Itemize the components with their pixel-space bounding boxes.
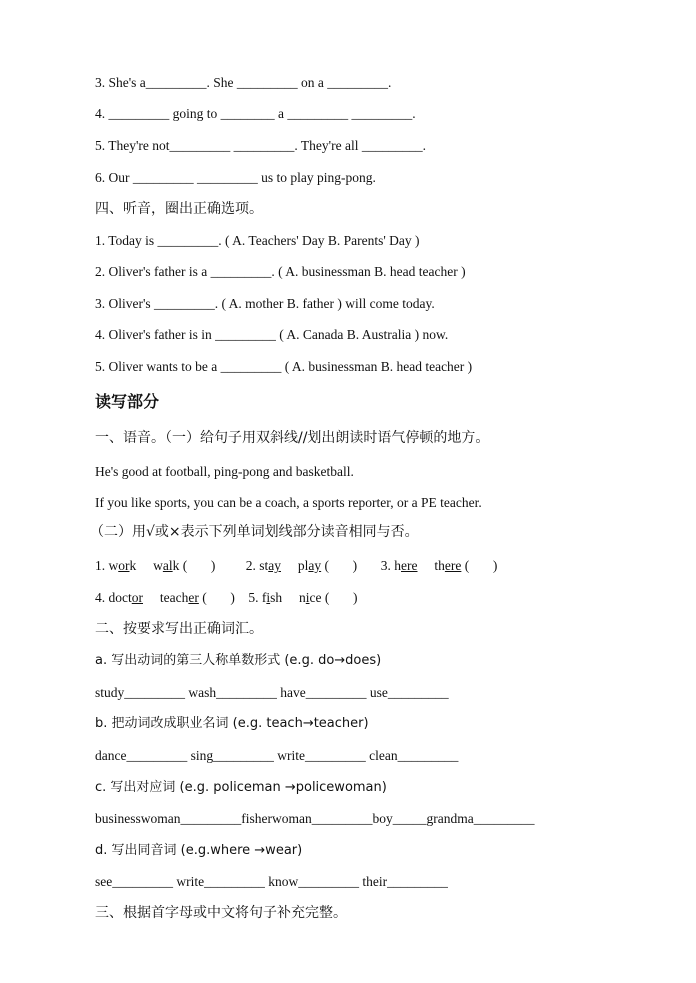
underlined-letters: er — [188, 590, 199, 605]
underlined-letters: al — [162, 558, 173, 573]
phonics-text: th — [417, 558, 445, 573]
phonics-text: k w — [129, 558, 163, 573]
underlined-letters: ere — [401, 558, 418, 573]
text-line: d. 写出同音词 (e.g.where →wear) — [95, 843, 303, 858]
underlined-letters: or — [118, 558, 130, 573]
text-line: 4. Oliver's father is in _________ ( A. Canada B. Australia ) now. — [95, 327, 449, 342]
text-line: businesswoman_________fisherwoman_________boy_____grandma_________ — [95, 811, 535, 826]
underlined-letters: ay — [308, 558, 322, 573]
text-line: study_________ wash_________ have_________ use_________ — [95, 685, 449, 700]
text-line: 1. Today is _________. ( A. Teachers' Day B. Parents' Day ) — [95, 233, 420, 248]
underlined-letters: ere — [444, 558, 462, 573]
phonics-question-row — [95, 591, 358, 605]
text-line: 6. Our _________ _________ us to play ping-pong. — [95, 170, 376, 185]
text-line: a. 写出动词的第三人称单数形式 (e.g. do→does) — [95, 653, 382, 668]
text-line: b. 把动词改成职业名词 (e.g. teach→teacher) — [95, 716, 369, 731]
text-line: dance_________ sing_________ write_________ clean_________ — [95, 748, 459, 763]
phonics-text: ( ) 3. h — [321, 558, 402, 573]
text-line: see_________ write_________ know_________ their_________ — [95, 874, 448, 889]
text-line: 3. She's a_________. She _________ on a _________. — [95, 75, 392, 90]
text-line: 4. _________ going to ________ a _________ _________. — [95, 106, 416, 121]
text-line: 3. Oliver's _________. ( A. mother B. father ) will come today. — [95, 296, 435, 311]
underlined-letters: or — [131, 590, 143, 605]
phonics-text: ( ) 5. f — [198, 590, 267, 605]
phonics-question-row — [95, 559, 497, 573]
text-line: 2. Oliver's father is a _________. ( A. businessman B. head teacher ) — [95, 264, 466, 279]
text-line: （二）用√或×表示下列单词划线部分读音相同与否。 — [90, 524, 419, 540]
section-heading: 读写部分 — [95, 392, 160, 411]
text-line: 一、语音。（一）给句子用双斜线//划出朗读时语气停顿的地方。 — [95, 430, 490, 446]
text-line: If you like sports, you can be a coach, a sports reporter, or a PE teacher. — [95, 495, 482, 510]
phonics-text: teach — [143, 590, 189, 605]
text-line: 5. They're not_________ _________. They're all _________. — [95, 138, 426, 153]
text-line: 三、根据首字母或中文将句子补充完整。 — [95, 905, 347, 921]
text-line: He's good at football, ping-pong and basketball. — [95, 464, 354, 479]
phonics-text: 1. w — [95, 558, 119, 573]
phonics-text: ce ( ) — [309, 590, 358, 605]
underlined-letters: i — [266, 590, 271, 605]
phonics-text: ( ) — [461, 558, 498, 573]
text-line: 四、听音，圈出正确选项。 — [95, 201, 263, 217]
phonics-text: 4. doct — [95, 590, 132, 605]
text-line: 5. Oliver wants to be a _________ ( A. businessman B. head teacher ) — [95, 359, 473, 374]
text-line: c. 写出对应词 (e.g. policeman →policewoman) — [95, 780, 387, 795]
text-line: 二、按要求写出正确词汇。 — [95, 621, 263, 637]
underlined-letters: i — [305, 590, 310, 605]
phonics-text: k ( ) 2. st — [172, 558, 269, 573]
phonics-text: sh n — [270, 590, 306, 605]
underlined-letters: ay — [268, 558, 281, 573]
phonics-text: pl — [281, 558, 309, 573]
